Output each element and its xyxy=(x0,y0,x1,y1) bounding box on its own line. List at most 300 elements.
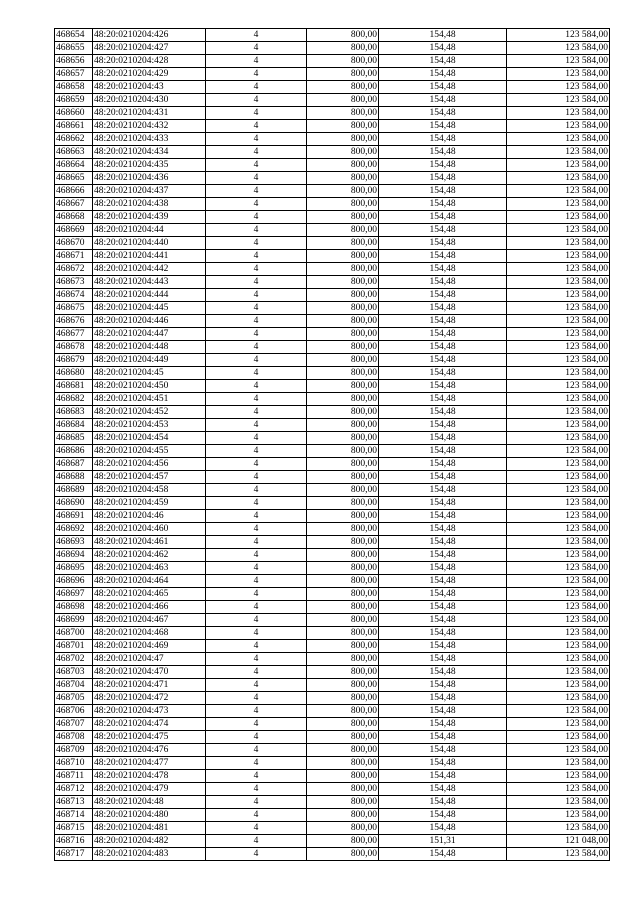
cadastral-number-cell: 48:20:0210204:436 xyxy=(93,172,206,185)
specific-value-cell: 154,48 xyxy=(379,315,507,328)
cadastral-value-cell: 123 584,00 xyxy=(507,471,610,484)
area-cell: 800,00 xyxy=(307,627,379,640)
area-cell: 800,00 xyxy=(307,289,379,302)
cadastral-number-cell: 48:20:0210204:450 xyxy=(93,380,206,393)
table-row xyxy=(55,276,610,289)
cadastral-number-cell: 48:20:0210204:476 xyxy=(93,744,206,757)
group-cell: 4 xyxy=(206,679,307,692)
cadastral-value-cell: 121 048,00 xyxy=(507,835,610,848)
group-cell: 4 xyxy=(206,107,307,120)
cadastral-value-cell: 123 584,00 xyxy=(507,237,610,250)
row-number-cell: 468682 xyxy=(55,393,93,406)
cadastral-number-cell: 48:20:0210204:455 xyxy=(93,445,206,458)
cadastral-number-cell: 48:20:0210204:456 xyxy=(93,458,206,471)
specific-value-cell: 154,48 xyxy=(379,29,507,42)
row-number-cell: 468656 xyxy=(55,55,93,68)
cadastral-number-cell: 48:20:0210204:427 xyxy=(93,42,206,55)
table-row xyxy=(55,575,610,588)
cadastral-number-cell: 48:20:0210204:483 xyxy=(93,848,206,861)
row-number-cell: 468688 xyxy=(55,471,93,484)
row-number-cell: 468697 xyxy=(55,588,93,601)
row-number-cell: 468693 xyxy=(55,536,93,549)
row-number-cell: 468662 xyxy=(55,133,93,146)
table-row xyxy=(55,601,610,614)
area-cell: 800,00 xyxy=(307,172,379,185)
row-number-cell: 468655 xyxy=(55,42,93,55)
cadastral-value-cell: 123 584,00 xyxy=(507,575,610,588)
area-cell: 800,00 xyxy=(307,679,379,692)
cadastral-value-cell: 123 584,00 xyxy=(507,458,610,471)
table-row xyxy=(55,55,610,68)
row-number-cell: 468699 xyxy=(55,614,93,627)
group-cell: 4 xyxy=(206,315,307,328)
cadastral-number-cell: 48:20:0210204:479 xyxy=(93,783,206,796)
area-cell: 800,00 xyxy=(307,198,379,211)
table-row xyxy=(55,757,610,770)
specific-value-cell: 154,48 xyxy=(379,796,507,809)
cadastral-number-cell: 48:20:0210204:46 xyxy=(93,510,206,523)
cadastral-value-cell: 123 584,00 xyxy=(507,731,610,744)
cadastral-number-cell: 48:20:0210204:461 xyxy=(93,536,206,549)
group-cell: 4 xyxy=(206,484,307,497)
area-cell: 800,00 xyxy=(307,731,379,744)
specific-value-cell: 154,48 xyxy=(379,406,507,419)
cadastral-number-cell: 48:20:0210204:464 xyxy=(93,575,206,588)
specific-value-cell: 154,48 xyxy=(379,185,507,198)
cadastral-value-cell: 123 584,00 xyxy=(507,68,610,81)
row-number-cell: 468664 xyxy=(55,159,93,172)
cadastral-value-cell: 123 584,00 xyxy=(507,289,610,302)
group-cell: 4 xyxy=(206,250,307,263)
area-cell: 800,00 xyxy=(307,497,379,510)
cadastral-number-cell: 48:20:0210204:43 xyxy=(93,81,206,94)
group-cell: 4 xyxy=(206,575,307,588)
cadastral-value-cell: 123 584,00 xyxy=(507,263,610,276)
cadastral-number-cell: 48:20:0210204:462 xyxy=(93,549,206,562)
cadastral-value-cell: 123 584,00 xyxy=(507,627,610,640)
cadastral-value-cell: 123 584,00 xyxy=(507,55,610,68)
table-row xyxy=(55,198,610,211)
specific-value-cell: 154,48 xyxy=(379,250,507,263)
cadastral-number-cell: 48:20:0210204:475 xyxy=(93,731,206,744)
cadastral-value-cell: 123 584,00 xyxy=(507,536,610,549)
area-cell: 800,00 xyxy=(307,29,379,42)
area-cell: 800,00 xyxy=(307,835,379,848)
specific-value-cell: 154,48 xyxy=(379,848,507,861)
table-row xyxy=(55,42,610,55)
cadastral-value-cell: 123 584,00 xyxy=(507,224,610,237)
cadastral-number-cell: 48:20:0210204:454 xyxy=(93,432,206,445)
specific-value-cell: 154,48 xyxy=(379,159,507,172)
area-cell: 800,00 xyxy=(307,419,379,432)
cadastral-number-cell: 48:20:0210204:452 xyxy=(93,406,206,419)
group-cell: 4 xyxy=(206,263,307,276)
cadastral-number-cell: 48:20:0210204:445 xyxy=(93,302,206,315)
table-row xyxy=(55,705,610,718)
area-cell: 800,00 xyxy=(307,588,379,601)
area-cell: 800,00 xyxy=(307,692,379,705)
cadastral-number-cell: 48:20:0210204:481 xyxy=(93,822,206,835)
row-number-cell: 468687 xyxy=(55,458,93,471)
area-cell: 800,00 xyxy=(307,42,379,55)
cadastral-value-cell: 123 584,00 xyxy=(507,783,610,796)
specific-value-cell: 154,48 xyxy=(379,302,507,315)
cadastral-number-cell: 48:20:0210204:449 xyxy=(93,354,206,367)
group-cell: 4 xyxy=(206,146,307,159)
table-row xyxy=(55,302,610,315)
area-cell: 800,00 xyxy=(307,822,379,835)
specific-value-cell: 154,48 xyxy=(379,601,507,614)
table-row xyxy=(55,809,610,822)
row-number-cell: 468698 xyxy=(55,601,93,614)
table-row xyxy=(55,445,610,458)
area-cell: 800,00 xyxy=(307,263,379,276)
row-number-cell: 468691 xyxy=(55,510,93,523)
specific-value-cell: 154,48 xyxy=(379,224,507,237)
specific-value-cell: 154,48 xyxy=(379,94,507,107)
area-cell: 800,00 xyxy=(307,783,379,796)
cadastral-value-table xyxy=(54,28,610,861)
table-row xyxy=(55,133,610,146)
group-cell: 4 xyxy=(206,133,307,146)
specific-value-cell: 154,48 xyxy=(379,471,507,484)
cadastral-value-cell: 123 584,00 xyxy=(507,809,610,822)
table-row xyxy=(55,107,610,120)
table-row xyxy=(55,367,610,380)
group-cell: 4 xyxy=(206,562,307,575)
specific-value-cell: 154,48 xyxy=(379,55,507,68)
table-row xyxy=(55,380,610,393)
area-cell: 800,00 xyxy=(307,367,379,380)
group-cell: 4 xyxy=(206,549,307,562)
area-cell: 800,00 xyxy=(307,302,379,315)
table-row xyxy=(55,419,610,432)
group-cell: 4 xyxy=(206,692,307,705)
cadastral-value-cell: 123 584,00 xyxy=(507,705,610,718)
group-cell: 4 xyxy=(206,510,307,523)
specific-value-cell: 154,48 xyxy=(379,341,507,354)
cadastral-number-cell: 48:20:0210204:458 xyxy=(93,484,206,497)
group-cell: 4 xyxy=(206,354,307,367)
cadastral-value-cell: 123 584,00 xyxy=(507,666,610,679)
row-number-cell: 468654 xyxy=(55,29,93,42)
table-row xyxy=(55,289,610,302)
cadastral-value-cell: 123 584,00 xyxy=(507,198,610,211)
table-row xyxy=(55,588,610,601)
area-cell: 800,00 xyxy=(307,133,379,146)
area-cell: 800,00 xyxy=(307,107,379,120)
row-number-cell: 468703 xyxy=(55,666,93,679)
cadastral-value-cell: 123 584,00 xyxy=(507,328,610,341)
area-cell: 800,00 xyxy=(307,458,379,471)
cadastral-value-cell: 123 584,00 xyxy=(507,341,610,354)
table-row xyxy=(55,770,610,783)
cadastral-value-cell: 123 584,00 xyxy=(507,796,610,809)
area-cell: 800,00 xyxy=(307,146,379,159)
row-number-cell: 468701 xyxy=(55,640,93,653)
row-number-cell: 468663 xyxy=(55,146,93,159)
cadastral-value-cell: 123 584,00 xyxy=(507,133,610,146)
cadastral-value-cell: 123 584,00 xyxy=(507,601,610,614)
table-row xyxy=(55,549,610,562)
group-cell: 4 xyxy=(206,393,307,406)
cadastral-value-cell: 123 584,00 xyxy=(507,510,610,523)
area-cell: 800,00 xyxy=(307,601,379,614)
table-row xyxy=(55,81,610,94)
row-number-cell: 468706 xyxy=(55,705,93,718)
group-cell: 4 xyxy=(206,614,307,627)
area-cell: 800,00 xyxy=(307,809,379,822)
specific-value-cell: 154,48 xyxy=(379,536,507,549)
group-cell: 4 xyxy=(206,835,307,848)
group-cell: 4 xyxy=(206,731,307,744)
cadastral-number-cell: 48:20:0210204:460 xyxy=(93,523,206,536)
row-number-cell: 468681 xyxy=(55,380,93,393)
row-number-cell: 468676 xyxy=(55,315,93,328)
area-cell: 800,00 xyxy=(307,549,379,562)
group-cell: 4 xyxy=(206,458,307,471)
group-cell: 4 xyxy=(206,770,307,783)
group-cell: 4 xyxy=(206,159,307,172)
row-number-cell: 468705 xyxy=(55,692,93,705)
group-cell: 4 xyxy=(206,744,307,757)
row-number-cell: 468668 xyxy=(55,211,93,224)
group-cell: 4 xyxy=(206,497,307,510)
cadastral-value-cell: 123 584,00 xyxy=(507,692,610,705)
cadastral-value-cell: 123 584,00 xyxy=(507,159,610,172)
cadastral-value-cell: 123 584,00 xyxy=(507,588,610,601)
cadastral-value-cell: 123 584,00 xyxy=(507,614,610,627)
row-number-cell: 468674 xyxy=(55,289,93,302)
row-number-cell: 468671 xyxy=(55,250,93,263)
cadastral-value-cell: 123 584,00 xyxy=(507,146,610,159)
cadastral-number-cell: 48:20:0210204:463 xyxy=(93,562,206,575)
cadastral-number-cell: 48:20:0210204:444 xyxy=(93,289,206,302)
cadastral-value-cell: 123 584,00 xyxy=(507,42,610,55)
table-row xyxy=(55,718,610,731)
table-row xyxy=(55,666,610,679)
group-cell: 4 xyxy=(206,536,307,549)
table-row xyxy=(55,211,610,224)
cadastral-number-cell: 48:20:0210204:471 xyxy=(93,679,206,692)
cadastral-number-cell: 48:20:0210204:434 xyxy=(93,146,206,159)
table-row xyxy=(55,250,610,263)
group-cell: 4 xyxy=(206,198,307,211)
cadastral-number-cell: 48:20:0210204:45 xyxy=(93,367,206,380)
row-number-cell: 468669 xyxy=(55,224,93,237)
specific-value-cell: 154,48 xyxy=(379,549,507,562)
table-row xyxy=(55,744,610,757)
specific-value-cell: 154,48 xyxy=(379,705,507,718)
cadastral-number-cell: 48:20:0210204:473 xyxy=(93,705,206,718)
specific-value-cell: 154,48 xyxy=(379,575,507,588)
row-number-cell: 468717 xyxy=(55,848,93,861)
group-cell: 4 xyxy=(206,94,307,107)
cadastral-number-cell: 48:20:0210204:428 xyxy=(93,55,206,68)
group-cell: 4 xyxy=(206,640,307,653)
specific-value-cell: 151,31 xyxy=(379,835,507,848)
cadastral-number-cell: 48:20:0210204:482 xyxy=(93,835,206,848)
table-row xyxy=(55,822,610,835)
cadastral-value-cell: 123 584,00 xyxy=(507,757,610,770)
cadastral-number-cell: 48:20:0210204:469 xyxy=(93,640,206,653)
cadastral-number-cell: 48:20:0210204:437 xyxy=(93,185,206,198)
specific-value-cell: 154,48 xyxy=(379,627,507,640)
cadastral-number-cell: 48:20:0210204:442 xyxy=(93,263,206,276)
group-cell: 4 xyxy=(206,237,307,250)
cadastral-value-cell: 123 584,00 xyxy=(507,718,610,731)
cadastral-number-cell: 48:20:0210204:44 xyxy=(93,224,206,237)
specific-value-cell: 154,48 xyxy=(379,666,507,679)
area-cell: 800,00 xyxy=(307,250,379,263)
specific-value-cell: 154,48 xyxy=(379,562,507,575)
cadastral-value-cell: 123 584,00 xyxy=(507,211,610,224)
table-row xyxy=(55,510,610,523)
cadastral-value-cell: 123 584,00 xyxy=(507,497,610,510)
specific-value-cell: 154,48 xyxy=(379,42,507,55)
area-cell: 800,00 xyxy=(307,796,379,809)
table-row xyxy=(55,146,610,159)
cadastral-value-cell: 123 584,00 xyxy=(507,302,610,315)
area-cell: 800,00 xyxy=(307,471,379,484)
group-cell: 4 xyxy=(206,42,307,55)
cadastral-value-cell: 123 584,00 xyxy=(507,640,610,653)
cadastral-number-cell: 48:20:0210204:440 xyxy=(93,237,206,250)
cadastral-number-cell: 48:20:0210204:426 xyxy=(93,29,206,42)
group-cell: 4 xyxy=(206,757,307,770)
specific-value-cell: 154,48 xyxy=(379,263,507,276)
row-number-cell: 468667 xyxy=(55,198,93,211)
cadastral-value-cell: 123 584,00 xyxy=(507,549,610,562)
table-row xyxy=(55,796,610,809)
row-number-cell: 468665 xyxy=(55,172,93,185)
cadastral-number-cell: 48:20:0210204:429 xyxy=(93,68,206,81)
specific-value-cell: 154,48 xyxy=(379,770,507,783)
group-cell: 4 xyxy=(206,419,307,432)
area-cell: 800,00 xyxy=(307,614,379,627)
table-row xyxy=(55,328,610,341)
area-cell: 800,00 xyxy=(307,185,379,198)
row-number-cell: 468679 xyxy=(55,354,93,367)
row-number-cell: 468707 xyxy=(55,718,93,731)
row-number-cell: 468690 xyxy=(55,497,93,510)
area-cell: 800,00 xyxy=(307,536,379,549)
cadastral-number-cell: 48:20:0210204:433 xyxy=(93,133,206,146)
cadastral-value-cell: 123 584,00 xyxy=(507,315,610,328)
cadastral-number-cell: 48:20:0210204:432 xyxy=(93,120,206,133)
specific-value-cell: 154,48 xyxy=(379,484,507,497)
area-cell: 800,00 xyxy=(307,406,379,419)
area-cell: 800,00 xyxy=(307,276,379,289)
area-cell: 800,00 xyxy=(307,510,379,523)
specific-value-cell: 154,48 xyxy=(379,237,507,250)
group-cell: 4 xyxy=(206,796,307,809)
specific-value-cell: 154,48 xyxy=(379,692,507,705)
cadastral-number-cell: 48:20:0210204:472 xyxy=(93,692,206,705)
table-row xyxy=(55,627,610,640)
table-row xyxy=(55,315,610,328)
table-row xyxy=(55,120,610,133)
row-number-cell: 468666 xyxy=(55,185,93,198)
cadastral-number-cell: 48:20:0210204:466 xyxy=(93,601,206,614)
area-cell: 800,00 xyxy=(307,159,379,172)
specific-value-cell: 154,48 xyxy=(379,653,507,666)
specific-value-cell: 154,48 xyxy=(379,393,507,406)
area-cell: 800,00 xyxy=(307,770,379,783)
cadastral-number-cell: 48:20:0210204:453 xyxy=(93,419,206,432)
area-cell: 800,00 xyxy=(307,848,379,861)
area-cell: 800,00 xyxy=(307,705,379,718)
specific-value-cell: 154,48 xyxy=(379,146,507,159)
specific-value-cell: 154,48 xyxy=(379,81,507,94)
row-number-cell: 468658 xyxy=(55,81,93,94)
row-number-cell: 468716 xyxy=(55,835,93,848)
cadastral-number-cell: 48:20:0210204:451 xyxy=(93,393,206,406)
row-number-cell: 468704 xyxy=(55,679,93,692)
group-cell: 4 xyxy=(206,68,307,81)
cadastral-value-cell: 123 584,00 xyxy=(507,81,610,94)
row-number-cell: 468686 xyxy=(55,445,93,458)
area-cell: 800,00 xyxy=(307,666,379,679)
area-cell: 800,00 xyxy=(307,315,379,328)
cadastral-number-cell: 48:20:0210204:470 xyxy=(93,666,206,679)
group-cell: 4 xyxy=(206,705,307,718)
area-cell: 800,00 xyxy=(307,94,379,107)
table-body xyxy=(55,29,610,861)
area-cell: 800,00 xyxy=(307,445,379,458)
row-number-cell: 468689 xyxy=(55,484,93,497)
row-number-cell: 468714 xyxy=(55,809,93,822)
table-row xyxy=(55,614,610,627)
cadastral-number-cell: 48:20:0210204:435 xyxy=(93,159,206,172)
area-cell: 800,00 xyxy=(307,55,379,68)
table-row xyxy=(55,536,610,549)
area-cell: 800,00 xyxy=(307,744,379,757)
table-row xyxy=(55,783,610,796)
cadastral-number-cell: 48:20:0210204:441 xyxy=(93,250,206,263)
cadastral-value-cell: 123 584,00 xyxy=(507,406,610,419)
table-row xyxy=(55,653,610,666)
cadastral-value-cell: 123 584,00 xyxy=(507,679,610,692)
group-cell: 4 xyxy=(206,627,307,640)
table-row xyxy=(55,692,610,705)
specific-value-cell: 154,48 xyxy=(379,380,507,393)
row-number-cell: 468711 xyxy=(55,770,93,783)
group-cell: 4 xyxy=(206,809,307,822)
cadastral-number-cell: 48:20:0210204:47 xyxy=(93,653,206,666)
group-cell: 4 xyxy=(206,406,307,419)
cadastral-value-cell: 123 584,00 xyxy=(507,185,610,198)
cadastral-value-cell: 123 584,00 xyxy=(507,770,610,783)
row-number-cell: 468673 xyxy=(55,276,93,289)
row-number-cell: 468709 xyxy=(55,744,93,757)
cadastral-value-cell: 123 584,00 xyxy=(507,653,610,666)
cadastral-number-cell: 48:20:0210204:465 xyxy=(93,588,206,601)
area-cell: 800,00 xyxy=(307,523,379,536)
specific-value-cell: 154,48 xyxy=(379,640,507,653)
table-row xyxy=(55,406,610,419)
area-cell: 800,00 xyxy=(307,237,379,250)
cadastral-value-cell: 123 584,00 xyxy=(507,120,610,133)
group-cell: 4 xyxy=(206,302,307,315)
cadastral-value-cell: 123 584,00 xyxy=(507,354,610,367)
specific-value-cell: 154,48 xyxy=(379,809,507,822)
row-number-cell: 468659 xyxy=(55,94,93,107)
row-number-cell: 468715 xyxy=(55,822,93,835)
specific-value-cell: 154,48 xyxy=(379,523,507,536)
area-cell: 800,00 xyxy=(307,718,379,731)
cadastral-value-cell: 123 584,00 xyxy=(507,445,610,458)
